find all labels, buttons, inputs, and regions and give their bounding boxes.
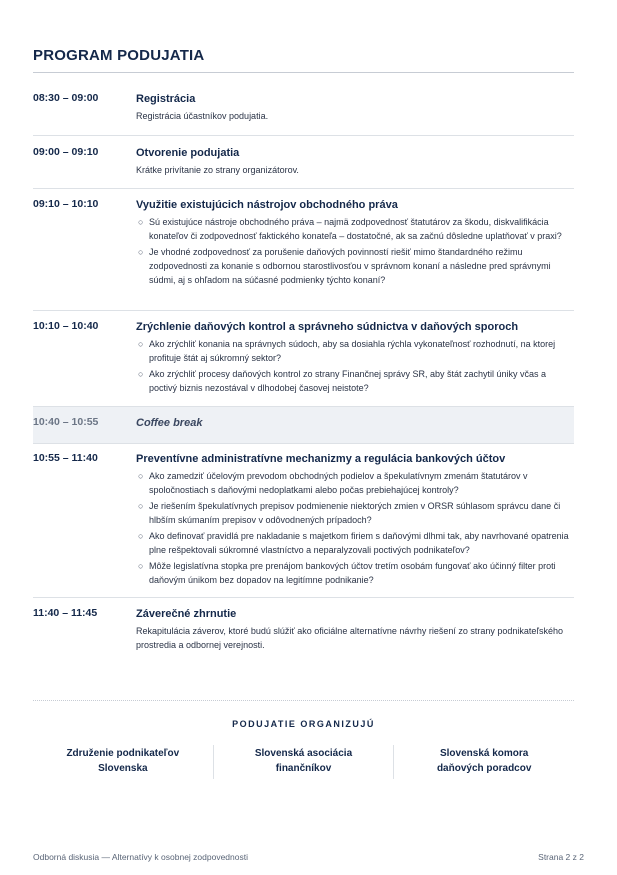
list-item: ○ Sú existujúce nástroje obchodného práva – najmä zodpovednosť štatutárov za škodu, diskvalifikácia konateľov či zodpovednosť faktického konateľa – dostatočné, ak sa začnú dôsledne uplatňovať v praxi? (138, 217, 562, 241)
divider (33, 135, 574, 136)
list-item: ○ Ako zrýchliť procesy daňových kontrol zo strany Finančnej správy SR, aby štát zachytil úniky včas a poctivý biznis nezostával v dlhodobej časovej neistote? (138, 369, 547, 393)
agenda-heading: Využitie existujúcich nástrojov obchodného práva (136, 199, 398, 211)
organizer-zps: Združenie podnikateľov Slovenska (66, 748, 180, 774)
agenda-time: 10:10 – 10:40 (33, 320, 99, 332)
agenda-bullet-list (136, 215, 574, 287)
list-item: ○ Môže legislatívna stopka pre prenájom bankových účtov tretím osobám fungovať ako účinný filter proti daňovým únikom bez dopadov na legitímne podnikanie? (138, 561, 556, 585)
bullet-circle-icon: ○ (138, 369, 144, 379)
section-divider (33, 700, 574, 701)
footer-title: Odborná diskusia — Alternatívy k osobnej zodpovednosti (33, 852, 248, 862)
agenda-heading: Coffee break (136, 417, 203, 429)
agenda-description: Registrácia účastníkov podujatia. (136, 111, 269, 121)
agenda-time: 08:30 – 09:00 (33, 92, 99, 104)
agenda-heading: Registrácia (136, 93, 196, 105)
bullet-circle-icon: ○ (138, 471, 144, 481)
list-item: ○ Je vhodné zodpovednosť za porušenie daňových povinností riešiť mimo štandardného režimu zodpovednosti za konanie s odbornou starostlivosťou v správnom konaní a následne pred správnymi súdmi, aj s ohľadom na súčasné podmienky týchto konaní? (138, 247, 551, 285)
agenda-bullet-list (136, 469, 574, 587)
title-divider (33, 72, 574, 73)
bullet-circle-icon: ○ (138, 217, 144, 227)
bullet-circle-icon: ○ (138, 531, 144, 541)
agenda-heading: Preventívne administratívne mechanizmy a regulácia bankových účtov (136, 453, 506, 465)
bullet-circle-icon: ○ (138, 501, 144, 511)
divider (33, 443, 574, 444)
agenda-time: 11:40 – 11:45 (33, 607, 98, 619)
agenda-time: 09:00 – 09:10 (33, 146, 99, 158)
list-item: ○ Je riešením špekulatívnych prepisov podmienenie niektorých zmien v ORSR súhlasom správcu dane či hlbším skúmaním prepisov v odôvodnených prípadoch? (138, 501, 561, 525)
agenda-heading: Otvorenie podujatia (136, 147, 240, 159)
bullet-circle-icon: ○ (138, 339, 144, 349)
list-item: ○ Ako zamedziť účelovým prevodom obchodných podielov a špekulatívnym zmenám štatutárov v spoločnostiach s daňovými nedoplatkami alebo počas prebiehajúcej kontroly? (138, 471, 528, 495)
agenda-heading: Zrýchlenie daňových kontrol a správneho súdnictva v daňových sporoch (136, 321, 519, 333)
page-title: PROGRAM PODUJATIA (33, 47, 205, 64)
page-number: Strana 2 z 2 (538, 852, 584, 862)
divider (33, 188, 574, 189)
agenda-description: Krátke privítanie zo strany organizátorov. (136, 165, 299, 175)
bullet-circle-icon: ○ (138, 247, 144, 257)
organizer-saf: Slovenská asociácia finančníkov (213, 745, 394, 779)
list-item: ○ Ako zrýchliť konania na správnych súdoch, aby sa dosiahla rýchla vykonateľnosť rozhodnutí, na ktorej profituje štát aj súkromný sektor? (138, 339, 556, 363)
bullet-circle-icon: ○ (138, 561, 144, 571)
list-item: ○ Ako definovať pravidlá pre nakladanie s majetkom firiem s daňovými dlhmi tak, aby navrhované opatrenia plne rešpektovali súkromné vlastníctvo a neparalyzovali poctivých podnikateľov? (138, 531, 569, 555)
organizers-title: PODUJATIE ORGANIZUJÚ (232, 719, 375, 729)
agenda-bullet-list (136, 337, 574, 395)
agenda-description: Rekapitulácia záverov, ktoré budú slúžiť ako oficiálne alternatívne návrhy riešení zo strany podnikateľského prostredia a odbornej verejnosti. (136, 626, 564, 650)
agenda-time: 10:55 – 11:40 (33, 452, 98, 464)
organizers-list (33, 745, 574, 779)
organizer-skdp: Slovenská komora daňových poradcov (393, 745, 574, 779)
agenda-time: 09:10 – 10:10 (33, 198, 99, 210)
divider (33, 597, 574, 598)
agenda-heading: Záverečné zhrnutie (136, 608, 237, 620)
agenda-time: 10:40 – 10:55 (33, 416, 99, 428)
divider (33, 310, 574, 311)
